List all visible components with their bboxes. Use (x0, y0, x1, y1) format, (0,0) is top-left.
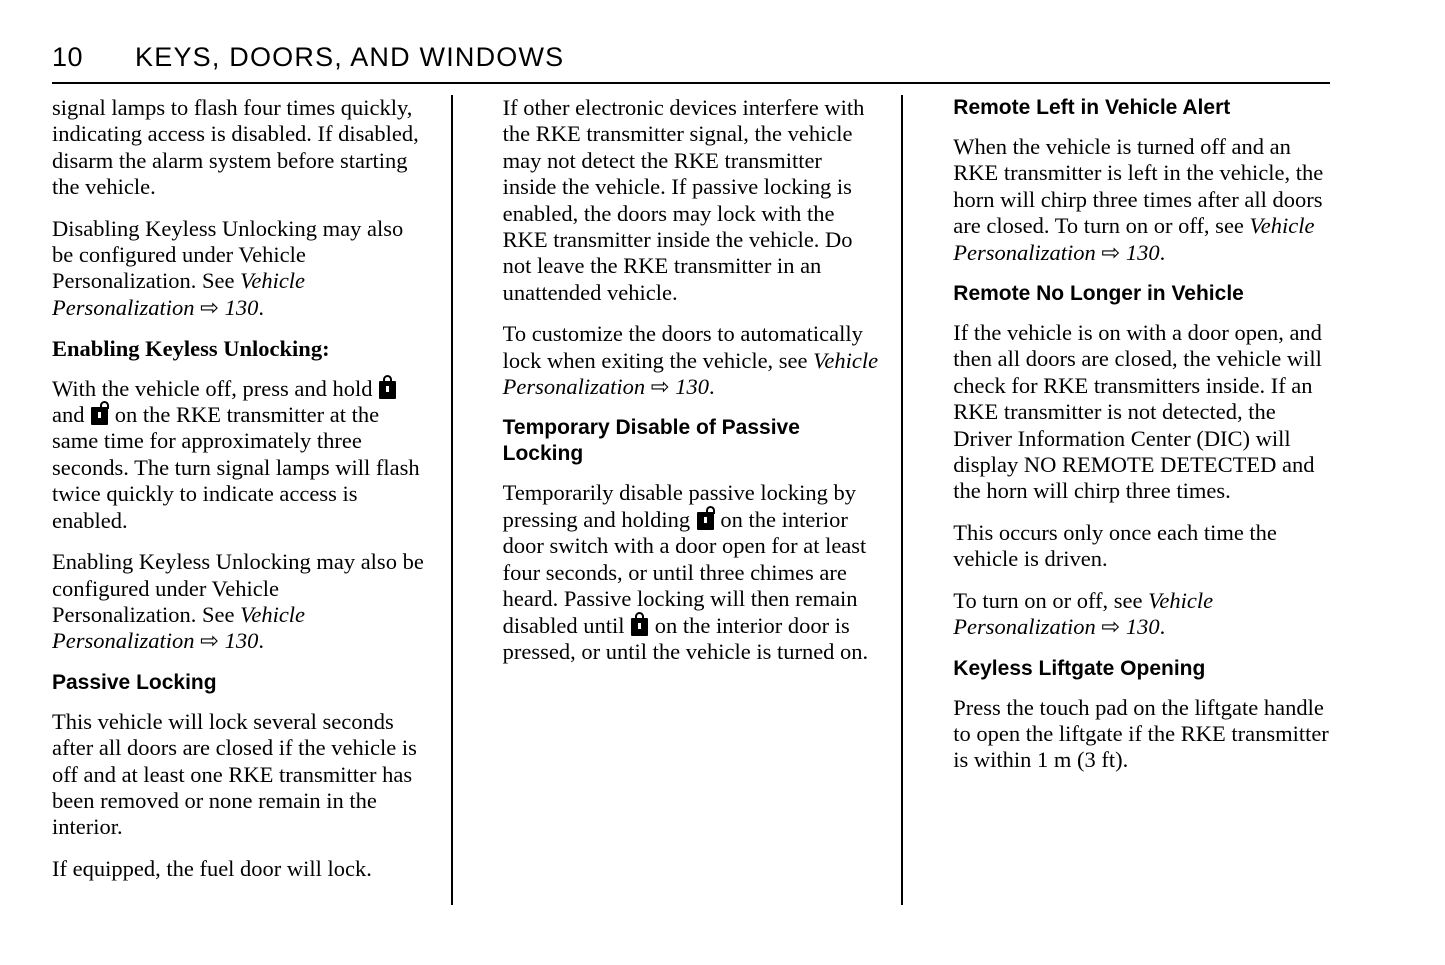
cross-reference-page: 130 (224, 294, 259, 320)
page-columns (52, 95, 1330, 905)
text-run: To customize the doors to automatically lock when exiting the vehicle, see (502, 321, 863, 373)
paragraph (52, 376, 429, 534)
text-run: . (1159, 614, 1166, 640)
text-run: With the vehicle off, press and hold (52, 375, 379, 401)
text-run: Enabling Keyless Unlocking may also be configured under Vehicle Personalization. See (52, 549, 424, 627)
text-run: on the interior door switch with a door open for at least four seconds, or until three chimes are heard. Passive locking will then remain disabled until (502, 506, 867, 638)
header-rule (52, 82, 1330, 84)
column-divider (901, 95, 903, 905)
heading-remote-no-longer-in-vehicle: Remote No Longer in Vehicle (953, 282, 1244, 306)
paragraph (52, 549, 429, 655)
lock-open-icon (91, 407, 108, 425)
cross-reference-arrow-icon: ⇨ (200, 628, 219, 654)
text-run: and (52, 402, 91, 428)
paragraph: If the vehicle is on with a door open, and then all doors are closed, the vehicle will check for RKE transmitters inside. If an RKE transmitter is not detected, the Driver Information Center (DIC) will display NO REMOTE DETECTED and the horn will chirp three times. (953, 320, 1322, 504)
lock-open-icon (697, 512, 714, 530)
text-run: . (1159, 239, 1166, 265)
paragraph: Press the touch pad on the liftgate handle to open the liftgate if the RKE transmitter is within 1 m (3 ft). (953, 694, 1329, 773)
cross-reference-arrow-icon: ⇨ (200, 294, 219, 320)
paragraph (953, 588, 1330, 641)
column-two (503, 95, 880, 905)
paragraph (503, 480, 880, 665)
heading-temporary-disable-passive-locking: Temporary Disable of Passive Locking (502, 416, 800, 466)
paragraph (953, 134, 1330, 266)
page-number: 10 (52, 42, 84, 72)
paragraph: If other electronic devices interfere with the RKE transmitter signal, the vehicle may not detect the RKE transmitter inside the vehicle. If passive locking is enabled, the doors may lock with the RKE transmitter inside the vehicle. Do not leave the RKE transmitter in an unattended vehicle. (502, 95, 865, 305)
paragraph (503, 321, 880, 400)
heading-enabling-keyless-unlocking: Enabling Keyless Unlocking: (52, 336, 330, 362)
cross-reference-page: 130 (675, 374, 710, 400)
heading-remote-left-in-vehicle-alert: Remote Left in Vehicle Alert (953, 96, 1231, 119)
text-run: To turn on or off, see (953, 587, 1149, 613)
cross-reference-page: 130 (1125, 239, 1160, 265)
cross-reference-title: Vehicle Personalization (52, 268, 306, 320)
cross-reference-title: Vehicle Personalization (52, 601, 306, 654)
text-run: . (258, 628, 264, 654)
paragraph: signal lamps to flash four times quickly, indicating access is disabled. If disabled, disarm the alarm system before starting the vehicle. (52, 95, 419, 200)
cross-reference-title: Vehicle Personalization (502, 347, 879, 400)
text-run: Temporarily disable passive locking by pressing and holding (502, 480, 856, 532)
page-header (52, 42, 1330, 73)
text-run: . (258, 294, 264, 320)
cross-reference-arrow-icon: ⇨ (1101, 239, 1121, 265)
cross-reference-page: 130 (1125, 614, 1160, 640)
cross-reference-title: Vehicle Personalization (953, 213, 1315, 265)
section-title: KEYS, DOORS, AND WINDOWS (135, 42, 565, 72)
text-run: on the RKE transmitter at the same time for approximately three seconds. The turn signal lamps will flash twice quickly to indicate access is enabled. (52, 402, 420, 533)
cross-reference-arrow-icon: ⇨ (650, 374, 670, 400)
lock-closed-icon (379, 381, 396, 399)
text-run: Disabling Keyless Unlocking may also be configured under Vehicle Personalization. See (52, 215, 404, 294)
column-divider (451, 95, 453, 905)
heading-passive-locking: Passive Locking (52, 670, 217, 694)
cross-reference-page: 130 (224, 628, 259, 654)
paragraph: This vehicle will lock several seconds after all doors are closed if the vehicle is off and at least one RKE transmitter has been removed or none remain in the interior. (52, 708, 417, 840)
heading-keyless-liftgate-opening: Keyless Liftgate Opening (953, 656, 1206, 680)
paragraph: If equipped, the fuel door will lock. (52, 855, 372, 881)
column-three (953, 95, 1330, 905)
cross-reference-arrow-icon: ⇨ (1101, 614, 1121, 640)
text-run: When the vehicle is turned off and an RKE transmitter is left in the vehicle, the horn will chirp three times after all doors are closed. To turn on or off, see (953, 134, 1324, 239)
paragraph: This occurs only once each time the vehicle is driven. (953, 519, 1277, 572)
lock-closed-icon (631, 618, 648, 636)
cross-reference-title: Vehicle Personalization (953, 587, 1214, 640)
text-run: . (709, 374, 715, 400)
column-one (52, 95, 429, 905)
text-run: on the interior door is pressed, or until the vehicle is turned on. (502, 612, 869, 664)
paragraph (52, 216, 429, 322)
